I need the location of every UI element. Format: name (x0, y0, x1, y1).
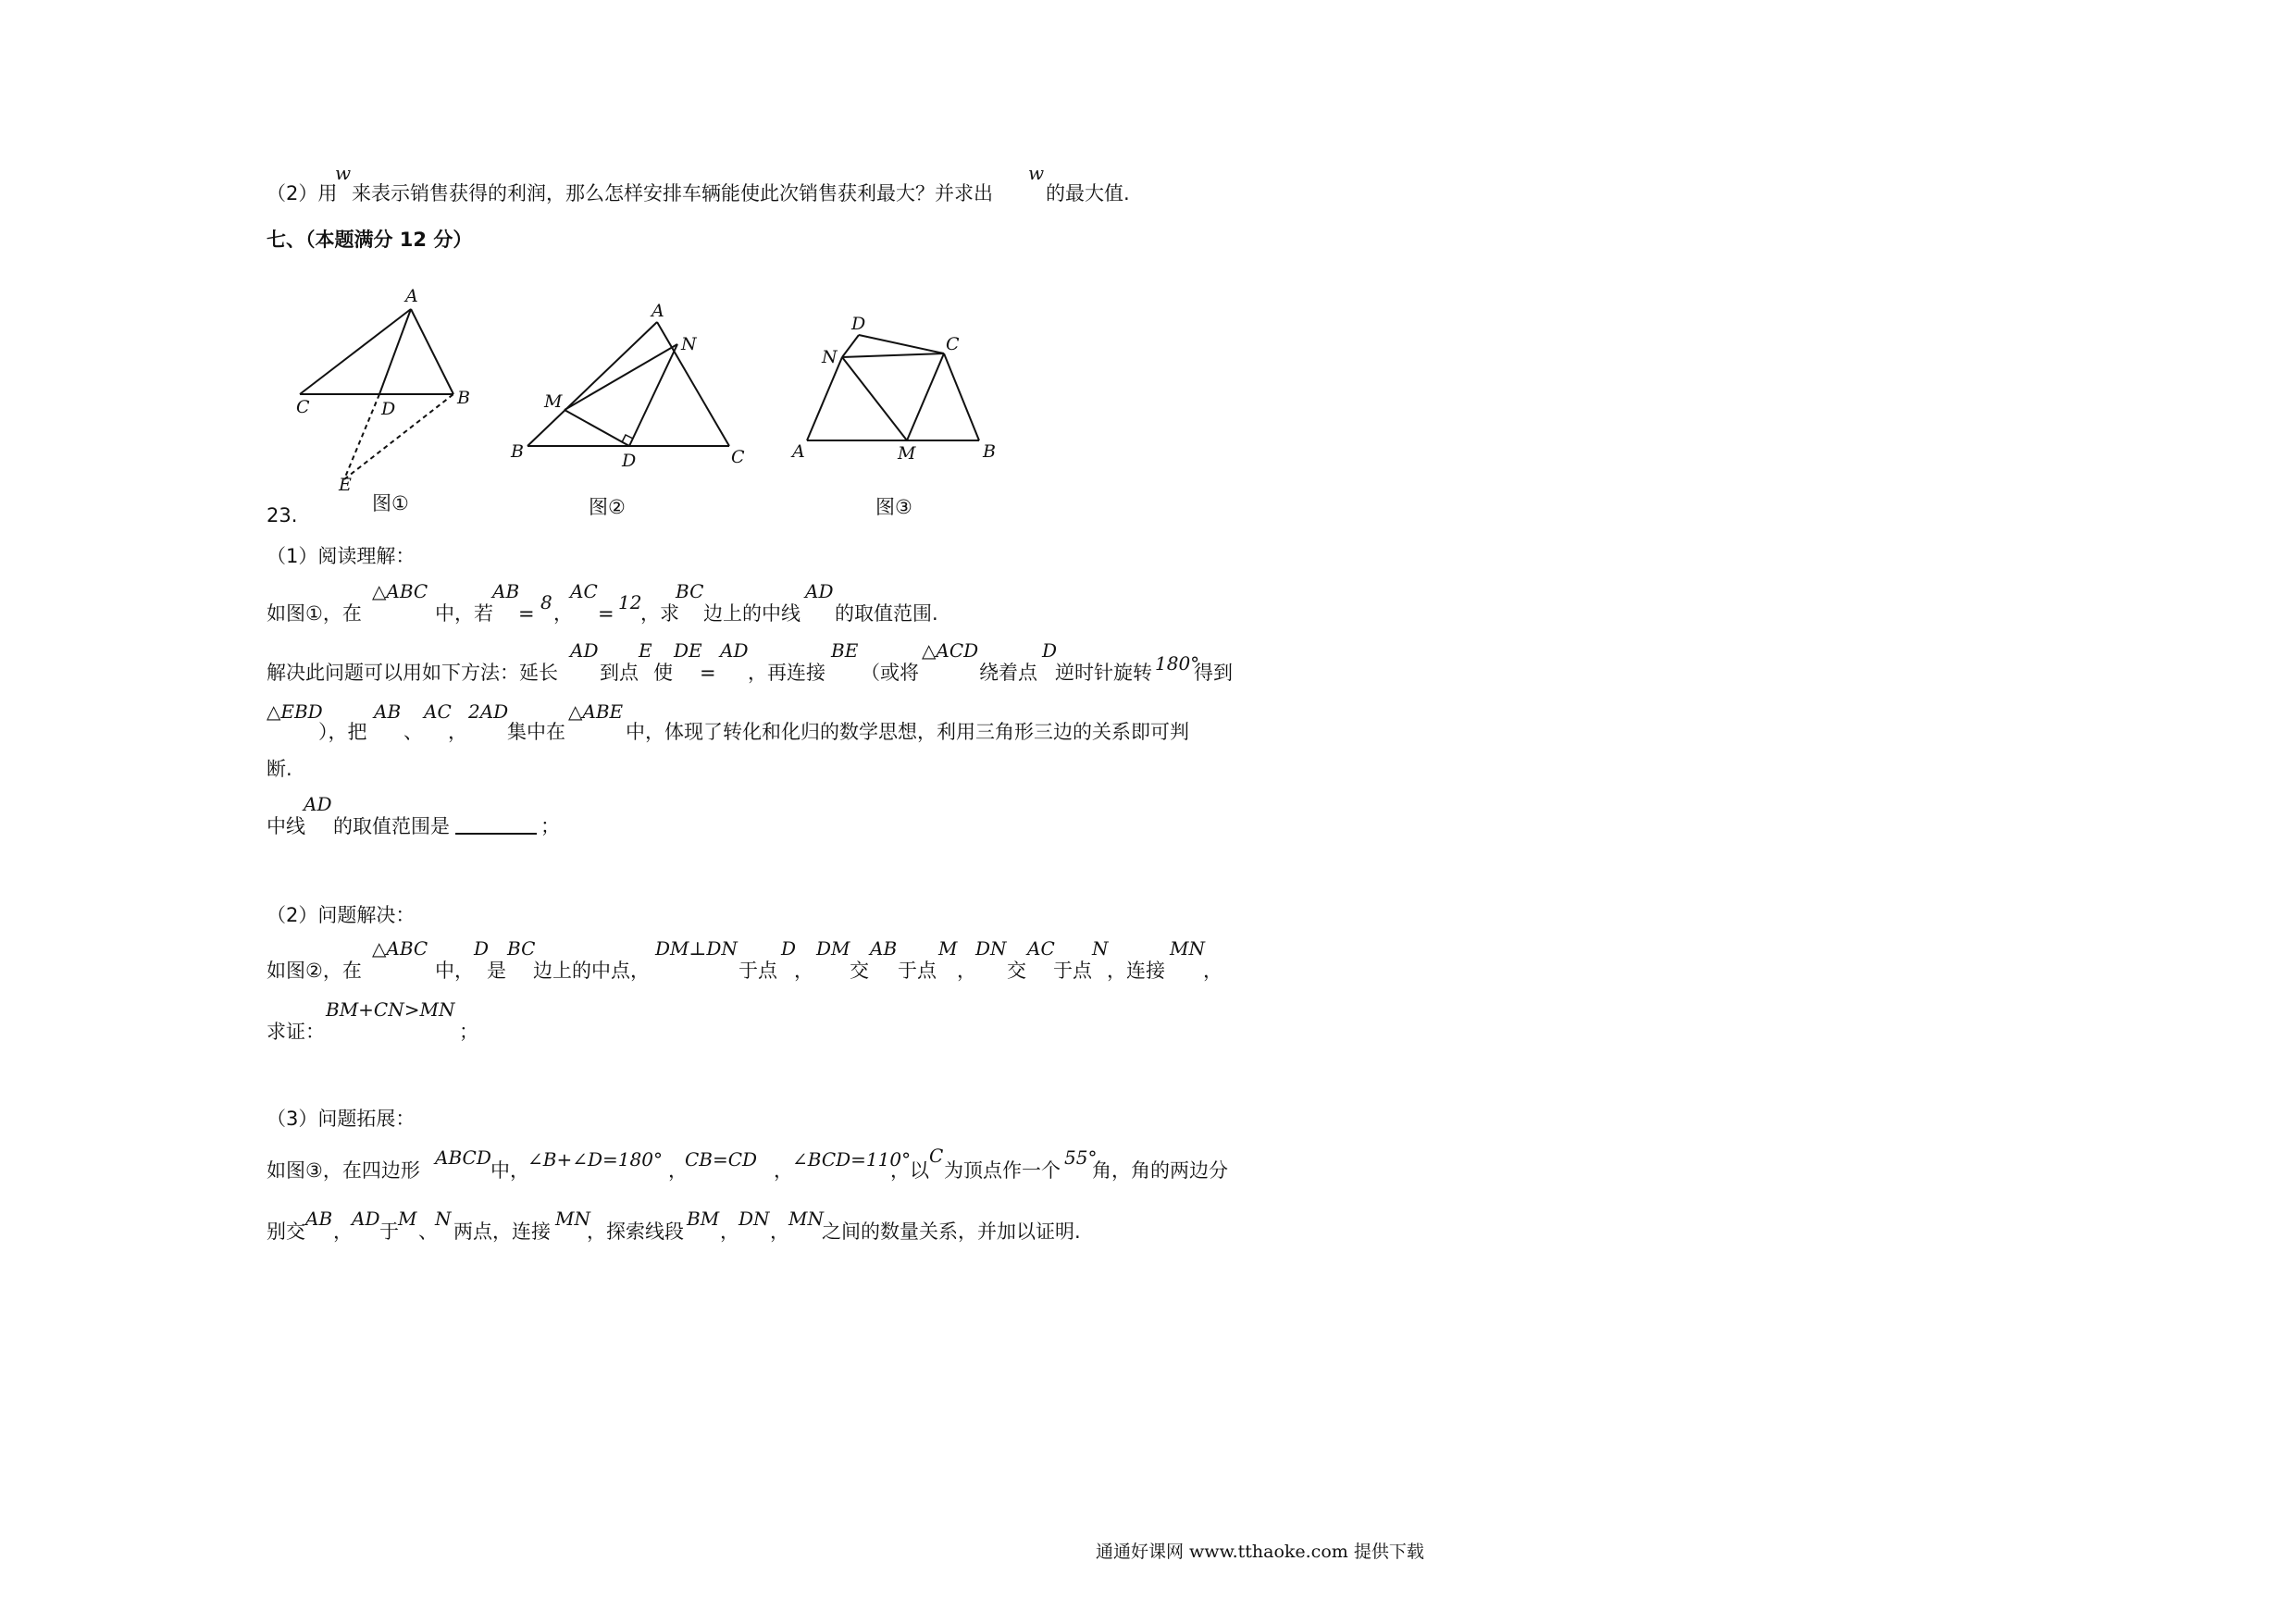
prev-part2-middle: 来表示销售获得的利润，那么怎样安排车辆能使此次销售获利最大？并求出 (352, 182, 993, 204)
var-w-2: w (1028, 162, 1045, 184)
fig3-caption: 图③ (875, 496, 912, 518)
answer-blank[interactable] (455, 814, 537, 838)
part3-heading: （3）问题拓展： (267, 1108, 416, 1130)
page-footer: 通通好课网 www.tthaoke.com 提供下载 (1096, 1542, 1424, 1562)
prev-part2-after: 的最大值. (1046, 182, 1130, 204)
fig3-label-m: M (898, 443, 916, 464)
var-w-1: w (335, 162, 352, 184)
fig2-label-a: A (652, 301, 664, 321)
fig1-label-e: E (339, 475, 352, 495)
fig1-label-a: A (405, 286, 418, 306)
fig3-label-a: A (792, 441, 805, 462)
prev-part2-before: （2）用 (267, 182, 338, 204)
fig1-label-c: C (296, 397, 310, 417)
fig3-label-n: N (822, 347, 838, 367)
fig3-label-b: B (983, 441, 996, 462)
fig2-label-m: M (544, 391, 563, 412)
question-number: 23. (267, 504, 298, 527)
fig2-label-b: B (511, 441, 524, 462)
figure-2 (510, 301, 745, 471)
part2-heading: （2）问题解决： (267, 904, 416, 926)
section-7-title: 七、（本题满分 12 分） (267, 229, 473, 251)
fig2-label-d: D (622, 451, 637, 471)
part1-line4: 断. (267, 758, 292, 780)
fig3-label-d: D (851, 314, 866, 334)
fig2-label-n: N (681, 334, 697, 354)
fig3-label-c: C (946, 334, 960, 354)
fig1-caption: 图① (372, 492, 409, 514)
fig1-label-d: D (381, 399, 396, 419)
fig2-caption: 图② (589, 496, 626, 518)
fig2-label-c: C (731, 447, 745, 467)
figure-1 (296, 286, 470, 495)
fig1-label-b: B (457, 388, 470, 408)
part1-heading: （1）阅读理解： (267, 545, 416, 567)
figure-3 (790, 314, 996, 464)
